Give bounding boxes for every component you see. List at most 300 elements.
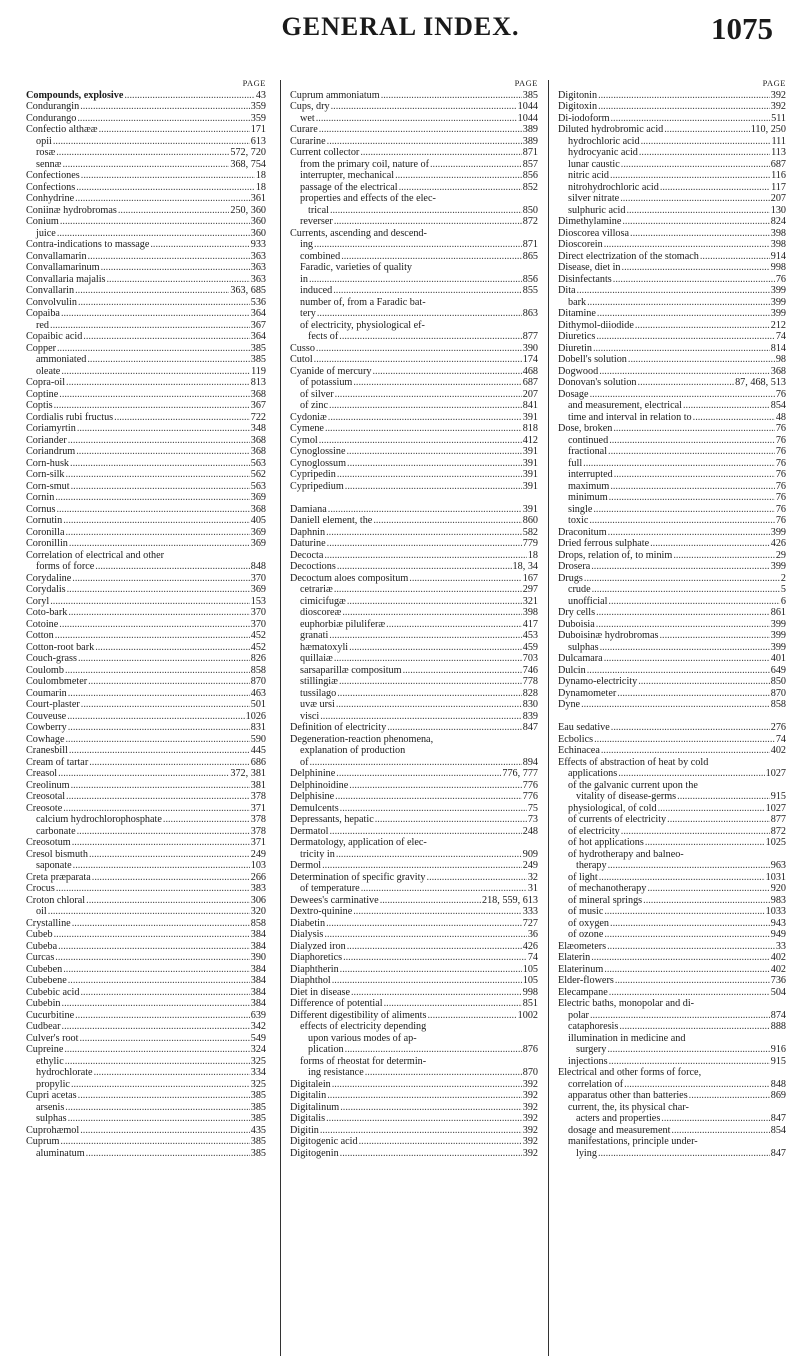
entry-page: 391 <box>522 480 538 492</box>
entry-page: 453 <box>522 630 538 641</box>
dot-leader <box>611 722 770 734</box>
index-entry <box>26 366 266 378</box>
index-entry <box>290 630 538 642</box>
index-entry <box>290 929 538 941</box>
dot-leader <box>328 504 522 516</box>
dot-leader <box>592 584 780 596</box>
index-entry <box>290 343 538 355</box>
entry-page: 384 <box>250 940 266 952</box>
entry-term: Crocus <box>26 883 55 894</box>
entry-page: 218, 559, 613 <box>481 894 538 906</box>
index-entry <box>26 124 266 136</box>
entry-page: 613 <box>250 135 266 147</box>
index-entry <box>26 745 266 757</box>
index-entry <box>558 170 786 182</box>
index-entry <box>290 699 538 711</box>
index-entry <box>26 1125 266 1137</box>
index-entry <box>290 400 538 412</box>
entry-page: 385 <box>522 89 538 101</box>
entry-page: 18 <box>255 170 266 181</box>
index-entry <box>290 469 538 481</box>
dot-leader <box>67 711 244 723</box>
index-entry <box>558 814 786 826</box>
index-entry <box>290 1148 538 1160</box>
entry-term: Cucurbitine <box>26 1009 75 1021</box>
entry-page: 998 <box>770 262 786 273</box>
entry-page: 392 <box>522 1124 538 1136</box>
dot-leader <box>56 147 229 159</box>
entry-page: 963 <box>770 860 786 871</box>
dot-leader <box>50 320 250 332</box>
entry-page: 398 <box>770 227 786 239</box>
index-entry <box>558 757 786 769</box>
entry-term: Diet in disease <box>290 986 350 998</box>
entry-term: Dermatology, application of elec- <box>290 837 427 848</box>
dot-leader <box>83 331 249 343</box>
dot-leader <box>320 711 521 723</box>
index-entry <box>290 124 538 136</box>
entry-term: Copaiba <box>26 308 60 319</box>
page-label: PAGE <box>762 78 786 88</box>
index-entry <box>558 527 786 539</box>
entry-term: Corn-smut <box>26 480 70 492</box>
entry-term: Different digestibility of aliments <box>290 1009 427 1021</box>
index-entry <box>558 584 786 596</box>
index-entry <box>290 331 538 343</box>
dot-leader <box>587 297 770 309</box>
entry-page: 736 <box>770 975 786 986</box>
index-entry <box>290 803 538 815</box>
entry-term: ing resistance <box>308 1067 364 1078</box>
index-entry <box>290 561 538 573</box>
index-entry <box>26 849 266 861</box>
dot-leader <box>645 837 765 849</box>
entry-page: 174 <box>522 354 538 365</box>
dot-leader <box>316 343 522 355</box>
entry-page: 392 <box>522 1136 538 1147</box>
dot-leader <box>63 964 250 976</box>
dot-leader <box>626 205 769 217</box>
dot-leader <box>360 147 521 159</box>
entry-page: 839 <box>522 710 538 722</box>
dot-leader <box>659 630 769 642</box>
index-entry <box>26 883 266 895</box>
index-entry <box>290 975 538 987</box>
entry-term: euphorbiæ piluliferæ <box>300 618 386 630</box>
index-entry <box>26 285 266 297</box>
index-entry <box>26 561 266 573</box>
dot-leader <box>68 688 250 700</box>
entry-page: 334 <box>250 1067 266 1078</box>
index-entry <box>290 642 538 654</box>
entry-page: 36 <box>527 929 538 940</box>
entry-term: Confectio althææ <box>26 124 98 135</box>
entry-page: 360 <box>250 216 266 227</box>
entry-term: Elaterin <box>558 952 591 963</box>
dot-leader <box>75 193 250 205</box>
entry-page: 452 <box>250 630 266 641</box>
index-entry <box>26 688 266 700</box>
entry-term: Diuretin <box>558 342 592 354</box>
entry-page: 861 <box>770 607 786 618</box>
entry-term: Demulcents <box>290 802 339 814</box>
entry-term: Cresol bismuth <box>26 848 88 860</box>
index-entry <box>26 481 266 493</box>
index-entry <box>290 515 538 527</box>
entry-term: rosæ <box>36 147 56 158</box>
entry-term: Cubebene <box>26 975 67 986</box>
index-entry <box>290 584 538 596</box>
entry-term: juice <box>36 227 56 239</box>
entry-term: unofficial <box>568 595 608 607</box>
dot-leader <box>77 423 250 435</box>
entry-page: 113 <box>771 147 786 158</box>
index-entry <box>290 596 538 608</box>
index-entry <box>558 665 786 677</box>
dot-leader <box>641 136 771 148</box>
index-entry <box>558 941 786 953</box>
entry-term: Conium <box>26 216 59 227</box>
entry-page: 370 <box>250 607 266 618</box>
entry-term: Convolvulin <box>26 296 77 308</box>
index-entry <box>26 987 266 999</box>
entry-page: 915 <box>770 791 786 802</box>
entry-page: 105 <box>522 963 538 975</box>
entry-term: Digitalinum <box>290 1101 340 1113</box>
dot-leader <box>337 561 512 573</box>
index-entry <box>290 895 538 907</box>
index-entry <box>26 860 266 872</box>
entry-term: Corn-husk <box>26 457 70 469</box>
index-entry <box>290 1090 538 1102</box>
dot-leader <box>615 975 770 987</box>
entry-term: Elaterinum <box>558 963 604 975</box>
entry-term: Dogwood <box>558 365 599 377</box>
entry-term: injections <box>568 1055 608 1067</box>
dot-leader <box>359 1136 522 1148</box>
entry-page: 76 <box>775 446 786 457</box>
entry-term: ing <box>300 239 314 250</box>
entry-term: of oxygen <box>568 917 610 929</box>
entry-term: Cupreine <box>26 1044 64 1055</box>
dot-leader <box>351 987 522 999</box>
entry-term: Coulomb <box>26 664 64 676</box>
entry-term: apparatus other than batteries <box>568 1090 688 1101</box>
index-entry <box>290 159 538 171</box>
index-entry <box>558 147 786 159</box>
entry-page: 831 <box>250 722 266 733</box>
dot-leader <box>334 216 522 228</box>
entry-page: 392 <box>522 1147 538 1159</box>
index-entry <box>558 826 786 838</box>
index-entry <box>290 228 538 240</box>
entry-term: surgery <box>576 1044 607 1055</box>
dot-leader <box>604 929 769 941</box>
entry-term: Electric baths, monopolar and di- <box>558 998 695 1009</box>
entry-page: 852 <box>522 181 538 193</box>
entry-term: Delphinoidine <box>290 779 349 791</box>
entry-page: 32 <box>527 871 538 883</box>
entry-term: Copaibic acid <box>26 331 83 342</box>
entry-term: cimicifugæ <box>300 595 346 607</box>
dot-leader <box>325 423 522 435</box>
dot-leader <box>597 308 770 320</box>
entry-term: hydrocyanic acid <box>568 147 638 158</box>
entry-page: 171 <box>250 124 266 135</box>
entry-term: Digitin <box>290 1124 319 1136</box>
index-entry <box>558 262 786 274</box>
entry-term: induced <box>300 285 333 296</box>
dot-leader <box>590 1010 770 1022</box>
dot-leader <box>340 964 522 976</box>
dot-leader <box>599 366 770 378</box>
entry-term: Dioscorein <box>558 239 603 250</box>
entry-term: Dermatol <box>290 825 329 837</box>
dot-leader <box>327 136 522 148</box>
dot-leader <box>608 527 770 539</box>
entry-page: 384 <box>250 963 266 975</box>
index-entry <box>26 676 266 688</box>
entry-term: Cotoine <box>26 618 59 630</box>
dot-leader <box>75 1010 250 1022</box>
dot-leader <box>347 941 522 953</box>
index-entry <box>558 1033 786 1045</box>
entry-term: Cyanide of mercury <box>290 365 372 377</box>
dot-leader <box>57 228 250 240</box>
entry-page: 74 <box>775 331 786 342</box>
entry-page: 367 <box>250 400 266 411</box>
index-entry <box>558 791 786 803</box>
entry-page: 378 <box>250 814 266 825</box>
entry-term: opii <box>36 135 52 147</box>
index-entry <box>26 711 266 723</box>
entry-term: of hydrotherapy and balneo- <box>568 848 684 860</box>
entry-term: Digitonin <box>558 89 598 101</box>
dot-leader <box>57 343 250 355</box>
entry-term: aluminatum <box>36 1147 85 1159</box>
dot-leader <box>64 1044 249 1056</box>
entry-page: 876 <box>522 1044 538 1055</box>
index-entry <box>290 205 538 217</box>
index-entry <box>26 780 266 792</box>
index-entry <box>558 343 786 355</box>
index-entry <box>558 860 786 872</box>
dot-leader <box>320 1125 522 1137</box>
entry-term: Cymene <box>290 423 324 434</box>
index-entry <box>26 906 266 918</box>
index-entry <box>290 1067 538 1079</box>
dot-leader <box>596 607 770 619</box>
entry-term: maximum <box>568 480 610 492</box>
index-entry <box>290 1113 538 1125</box>
dot-leader <box>62 1021 250 1033</box>
index-entry <box>290 872 538 884</box>
dot-leader <box>55 952 249 964</box>
index-entry <box>26 1033 266 1045</box>
dot-leader <box>107 274 250 286</box>
entry-term: Convallamarin <box>26 250 87 262</box>
index-entry <box>26 308 266 320</box>
index-entry <box>26 297 266 309</box>
running-header <box>0 12 801 48</box>
dot-leader <box>609 435 775 447</box>
entry-term: carbonate <box>36 825 76 837</box>
index-entry <box>558 366 786 378</box>
entry-page: 391 <box>522 503 538 515</box>
entry-page: 871 <box>522 239 538 250</box>
entry-page: 368 <box>770 365 786 377</box>
entry-term: Culver's root <box>26 1032 79 1044</box>
entry-page: 119 <box>251 365 266 377</box>
dot-leader <box>598 101 770 113</box>
entry-page: 727 <box>522 917 538 929</box>
entry-page: 549 <box>250 1032 266 1044</box>
index-entry <box>26 872 266 884</box>
dot-leader <box>59 389 249 401</box>
dot-leader <box>60 216 250 228</box>
dot-leader <box>638 676 770 688</box>
index-entry <box>26 101 266 113</box>
entry-page: 1002 <box>517 1009 538 1021</box>
entry-term: Compounds, explosive <box>26 89 124 101</box>
index-entry <box>26 699 266 711</box>
entry-page: 877 <box>770 814 786 825</box>
dot-leader <box>72 573 249 585</box>
index-entry <box>558 768 786 780</box>
index-entry <box>290 136 538 148</box>
entry-page: 381 <box>250 779 266 791</box>
dot-leader <box>387 722 522 734</box>
dot-leader <box>604 906 764 918</box>
dot-leader <box>58 941 250 953</box>
entry-term: of electricity, physiological ef- <box>300 319 425 331</box>
entry-term: Determination of specific gravity <box>290 871 426 883</box>
index-entry <box>558 872 786 884</box>
entry-page: 851 <box>522 998 538 1009</box>
dot-leader <box>621 159 770 171</box>
dot-leader <box>54 929 250 941</box>
entry-page: 983 <box>770 894 786 906</box>
entry-page: 18 <box>255 181 266 193</box>
entry-page: 888 <box>770 1021 786 1032</box>
index-entry <box>290 826 538 838</box>
index-entry <box>290 504 538 516</box>
entry-page: 116 <box>771 170 786 181</box>
entry-term: Cupri acetas <box>26 1090 77 1101</box>
entry-term: interrupter, mechanical <box>300 170 395 181</box>
entry-page: 250, 360 <box>230 204 266 216</box>
index-entry <box>558 688 786 700</box>
dot-leader <box>624 1079 770 1091</box>
dot-leader <box>322 860 522 872</box>
entry-page: 949 <box>770 929 786 940</box>
entry-term: Daturine <box>290 538 326 549</box>
index-entry <box>558 987 786 999</box>
index-entry <box>26 412 266 424</box>
dot-leader <box>65 1102 249 1114</box>
entry-page: 870 <box>770 687 786 699</box>
entry-term: fects of <box>308 331 339 342</box>
index-entry <box>290 619 538 631</box>
dot-leader <box>671 1125 769 1137</box>
entry-term: Elder-flowers <box>558 975 614 986</box>
index-entry <box>26 1113 266 1125</box>
index-entry <box>290 262 538 274</box>
entry-term: Cups, dry <box>290 101 330 112</box>
dot-leader <box>68 435 250 447</box>
entry-term: Cuprum <box>26 1136 60 1147</box>
dot-leader <box>69 538 250 550</box>
entry-term: Dynamo-electricity <box>558 676 638 687</box>
entry-page: 459 <box>522 641 538 653</box>
index-entry <box>290 814 538 826</box>
entry-page: 865 <box>522 250 538 262</box>
dot-leader <box>347 458 522 470</box>
index-entry <box>558 745 786 757</box>
entry-term: Definition of electricity <box>290 722 387 733</box>
entry-page: 392 <box>522 1090 538 1101</box>
entry-page: 860 <box>522 515 538 526</box>
dot-leader <box>56 504 249 516</box>
dot-leader <box>72 918 250 930</box>
entry-page: 378 <box>250 791 266 802</box>
index-entry <box>558 412 786 424</box>
dot-leader <box>372 366 521 378</box>
dot-leader <box>380 895 481 907</box>
entry-term: Cypripedin <box>290 469 336 480</box>
index-entry <box>290 170 538 182</box>
entry-page: 399 <box>770 285 786 296</box>
entry-page: 368, 754 <box>230 158 266 170</box>
index-entry <box>558 699 786 711</box>
entry-page: 384 <box>250 998 266 1009</box>
entry-page: 76 <box>775 515 786 526</box>
entry-term: Coriandrum <box>26 446 76 457</box>
entry-page: 856 <box>522 273 538 285</box>
entry-page: 854 <box>770 400 786 411</box>
index-entry <box>558 389 786 401</box>
entry-page: 363 <box>250 273 266 285</box>
index-entry <box>290 1125 538 1137</box>
entry-page: 1026 <box>245 710 266 722</box>
index-column-3 <box>558 78 786 1159</box>
index-entry <box>26 998 266 1010</box>
entry-term: Daniell element, the <box>290 515 373 526</box>
entry-page: 855 <box>522 285 538 296</box>
dot-leader <box>689 1090 770 1102</box>
index-entry <box>558 1010 786 1022</box>
index-entry <box>26 826 266 838</box>
index-entry <box>558 803 786 815</box>
entry-term: of ozone <box>568 929 604 940</box>
entry-term: Digitogenin <box>290 1147 339 1159</box>
entry-term: number of, from a Faradic bat- <box>300 296 426 308</box>
entry-page: 18 <box>527 549 538 561</box>
entry-term: wet <box>300 112 315 124</box>
dot-leader <box>430 159 522 171</box>
entry-term: Coronilla <box>26 526 65 538</box>
dot-leader <box>329 630 521 642</box>
dot-leader <box>596 331 774 343</box>
dot-leader <box>620 193 770 205</box>
entry-page: 909 <box>522 848 538 860</box>
index-entry <box>26 170 266 182</box>
entry-page: 841 <box>522 400 538 411</box>
dot-leader <box>81 699 250 711</box>
entry-term: granati <box>300 630 329 641</box>
entry-term: single <box>568 503 593 515</box>
index-entry <box>26 837 266 849</box>
